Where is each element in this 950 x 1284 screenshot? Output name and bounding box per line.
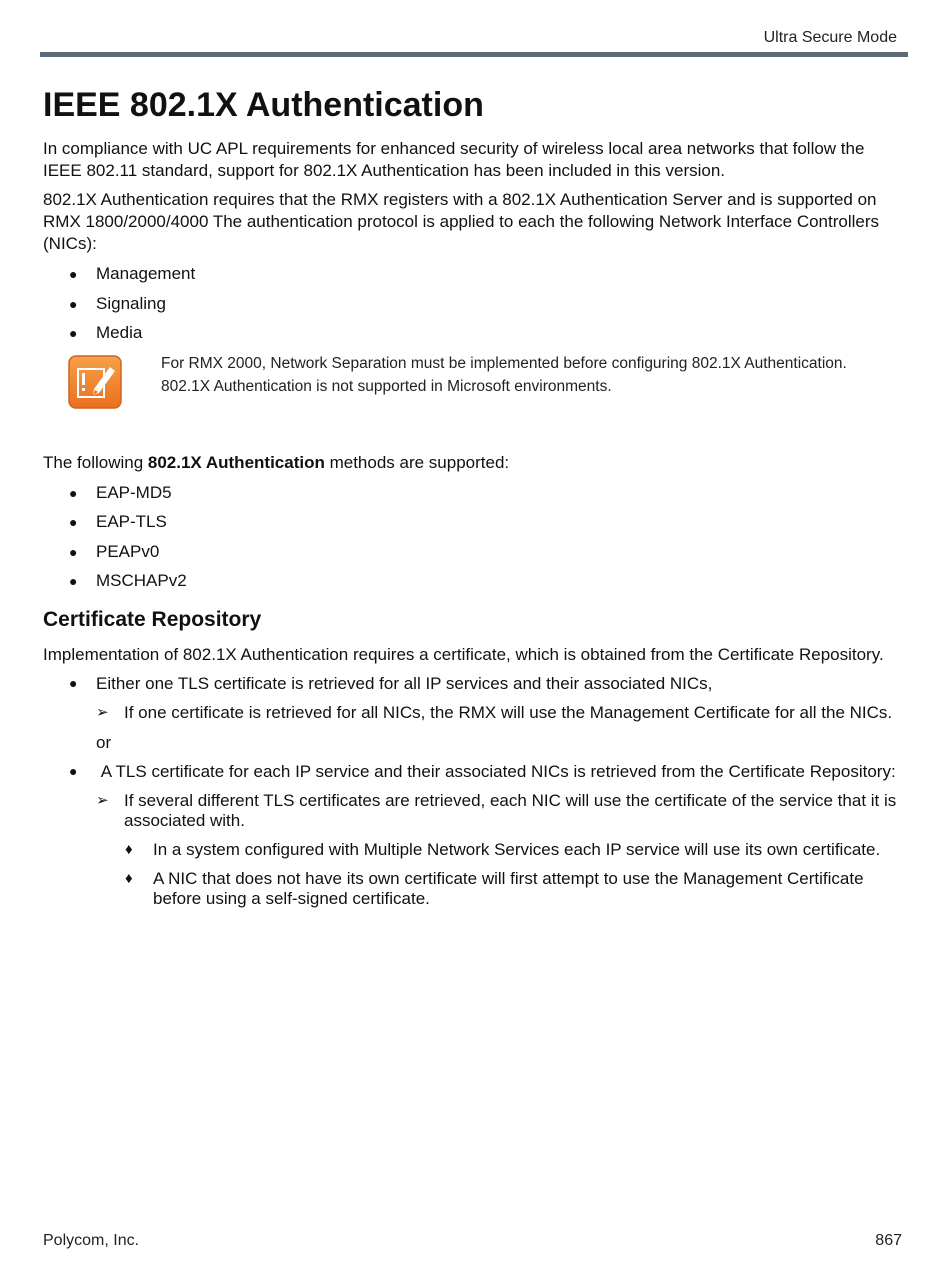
list-item: ● A TLS certificate for each IP service and their associated NICs is retrieved from the Certificate Repository: xyxy=(69,762,896,781)
list-item: ● Management xyxy=(69,264,196,283)
header-title: Ultra Secure Mode xyxy=(763,29,897,46)
list-item: ● MSCHAPv2 xyxy=(69,571,187,590)
note-line: 802.1X Authentication is not supported in Microsoft environments. xyxy=(161,377,612,395)
bullet-icon: ● xyxy=(69,325,78,341)
diamond-bullet-icon: ♦ xyxy=(125,841,133,858)
bullet-icon: ● xyxy=(69,295,78,312)
note-pencil-icon xyxy=(68,355,122,409)
cert-intro: Implementation of 802.1X Authentication requires a certificate, which is obtained from the Certificate Repository. xyxy=(43,645,884,664)
bullet-icon: ● xyxy=(69,573,78,589)
nic-list xyxy=(43,263,905,344)
methods-intro: The following 802.1X Authentication methods are supported: xyxy=(43,452,510,472)
note-text xyxy=(161,352,906,398)
list-item: ● Media xyxy=(69,323,143,342)
list-item: ● PEAPv0 xyxy=(69,541,160,561)
section-heading: Certificate Repository xyxy=(43,608,262,631)
list-item: ● EAP-TLS xyxy=(69,512,167,531)
diamond-bullet-icon: ♦ xyxy=(125,870,133,887)
header-rule xyxy=(40,52,908,57)
note-line: For RMX 2000, Network Separation must be implemented before configuring 802.1X Authentication. xyxy=(161,354,847,372)
bullet-icon: ● xyxy=(69,484,78,501)
arrow-bullet-icon: ➢ xyxy=(96,704,109,721)
list-item: ● Either one TLS certificate is retrieved for all IP services and their associated NICs, xyxy=(69,674,713,693)
footer-company: Polycom, Inc. xyxy=(43,1232,140,1249)
note-box xyxy=(43,352,905,422)
list-item: ➢ If one certificate is retrieved for all NICs, the RMX will use the Management Certificate for all the NICs. xyxy=(96,703,893,722)
bullet-icon: ● xyxy=(69,543,78,560)
list-item: ➢ If several different TLS certificates are retrieved, each NIC will use the certificate of the service that it is associated with. xyxy=(96,791,897,830)
or-text: or xyxy=(96,733,112,752)
bullet-icon: ● xyxy=(69,514,78,530)
bullet-icon: ● xyxy=(69,266,78,282)
intro-paragraph-2: 802.1X Authentication requires that the RMX registers with a 802.1X Authentication Server and is supported on RMX 1800/2000/4000 The authentication protocol is applied to each the following Network Interface Controllers (NICs): xyxy=(43,190,880,253)
page-content xyxy=(43,84,905,918)
list-item: ♦ In a system configured with Multiple Network Services each IP service will use its own certificate. xyxy=(125,840,881,859)
list-item: ● EAP-MD5 xyxy=(69,482,172,502)
arrow-bullet-icon: ➢ xyxy=(96,792,109,809)
intro-paragraph-1: In compliance with UC APL requirements for enhanced security of wireless local area networks that follow the IEEE 802.11 standard, support for 802.1X Authentication has been included in this version. xyxy=(43,139,865,180)
list-item: ● Signaling xyxy=(69,293,166,313)
page-number: 867 xyxy=(875,1232,902,1249)
methods-list xyxy=(43,482,905,593)
list-item: ♦ A NIC that does not have its own certificate will first attempt to use the Management Certificate before using a self-signed certificate. xyxy=(125,869,864,908)
page-title: IEEE 802.1X Authentication xyxy=(43,86,484,124)
bullet-icon: ● xyxy=(69,763,78,779)
bullet-icon: ● xyxy=(69,675,78,691)
